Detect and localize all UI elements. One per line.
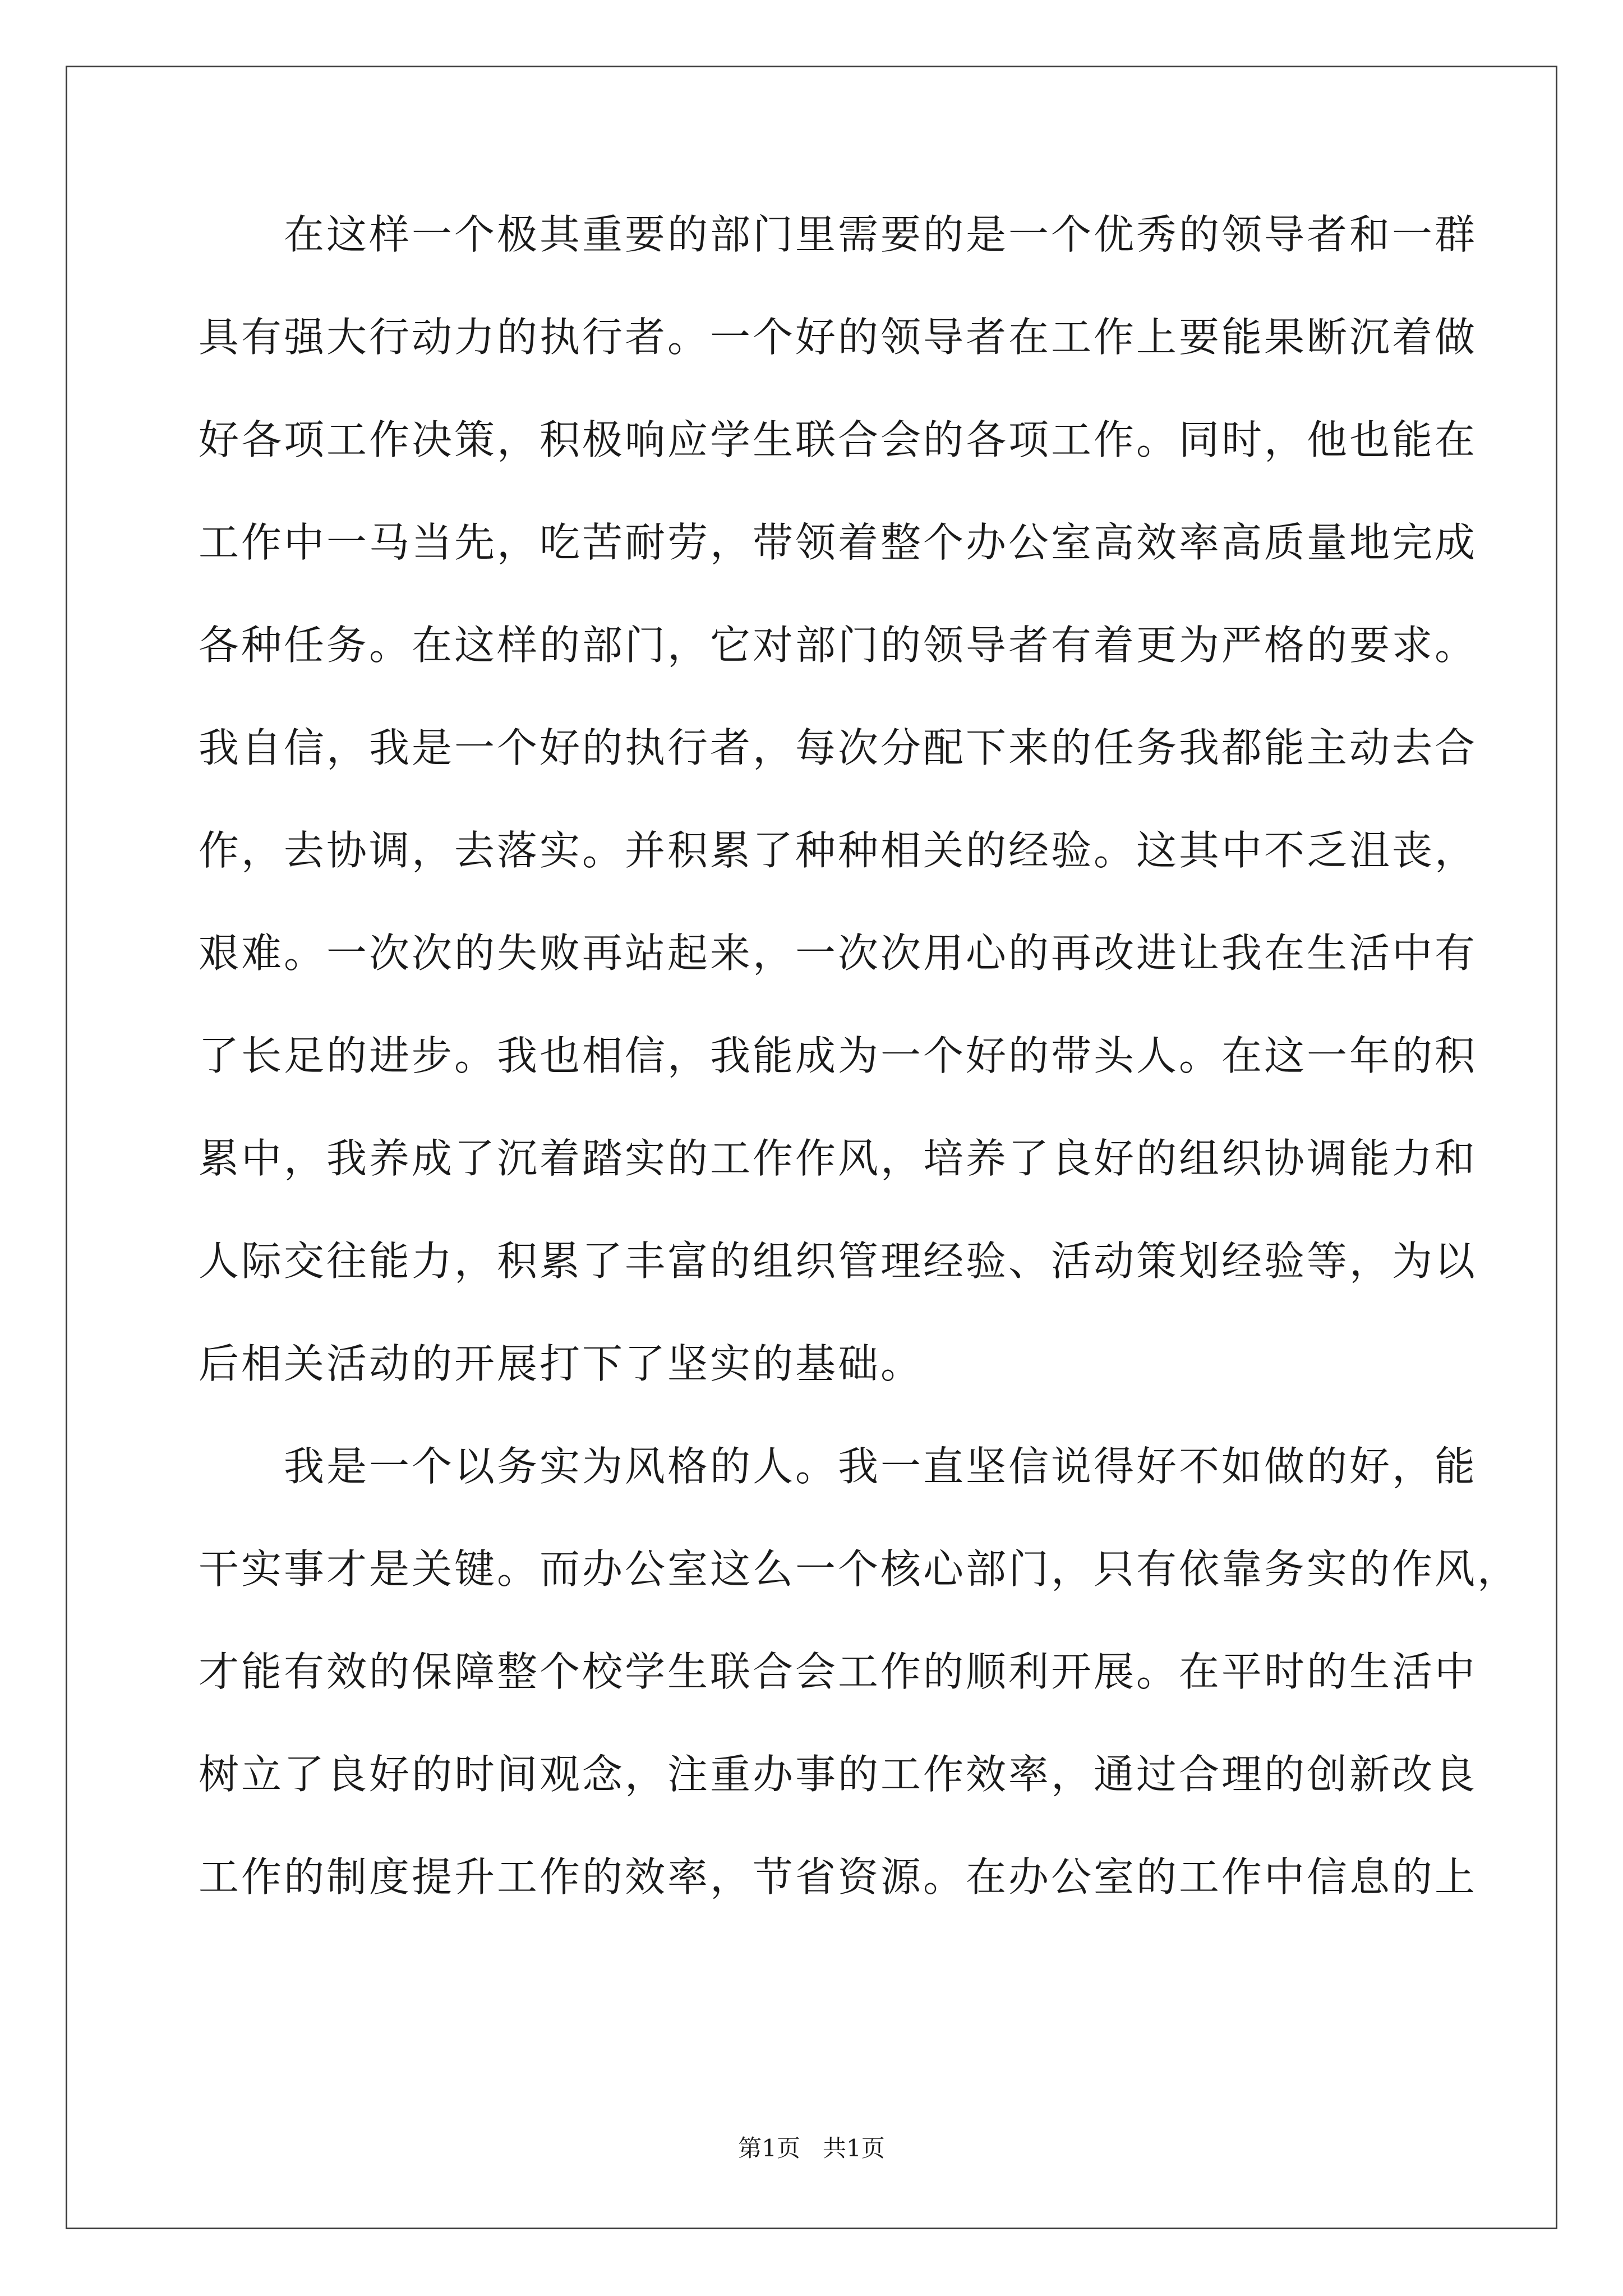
page-total: 共1页: [823, 2134, 885, 2162]
paragraph-line: 工作中一马当先，吃苦耐劳，带领着整个办公室高效率高质量地完成: [199, 519, 1478, 566]
paragraph-line: 我自信，我是一个好的执行者，每次分配下来的任务我都能主动去合: [199, 724, 1478, 771]
paragraph-line: 了长足的进步。我也相信，我能成为一个好的带头人。在这一年的积: [199, 1032, 1478, 1079]
page-footer: [0, 2130, 1623, 2164]
paragraph-line: 才能有效的保障整个校学生联合会工作的顺利开展。在平时的生活中: [199, 1648, 1478, 1695]
paragraph-line: 树立了良好的时间观念，注重办事的工作效率，通过合理的创新改良: [199, 1751, 1478, 1798]
paragraph-line: 艰难。一次次的失败再站起来，一次次用心的再改进让我在生活中有: [199, 930, 1478, 977]
paragraph-line: 后相关活动的开展打下了坚实的基础。: [199, 1340, 924, 1387]
paragraph-line: 在这样一个极其重要的部门里需要的是一个优秀的领导者和一群: [284, 211, 1478, 258]
paragraph-line: 累中，我养成了沉着踏实的工作作风，培养了良好的组织协调能力和: [199, 1135, 1478, 1182]
paragraph-line: 各种任务。在这样的部门，它对部门的领导者有着更为严格的要求。: [199, 622, 1478, 669]
paragraph-line: 我是一个以务实为风格的人。我一直坚信说得好不如做的好，能: [284, 1443, 1478, 1490]
paragraph-line: 具有强大行动力的执行者。一个好的领导者在工作上要能果断沉着做: [199, 314, 1478, 361]
paragraph-line: 作，去协调，去落实。并积累了种种相关的经验。这其中不乏沮丧，: [199, 827, 1478, 874]
page-number: 第1页: [738, 2134, 800, 2162]
paragraph-line: 工作的制度提升工作的效率，节省资源。在办公室的工作中信息的上: [199, 1853, 1478, 1901]
document-body: [199, 211, 1520, 1959]
paragraph-line: 干实事才是关键。而办公室这么一个核心部门，只有依靠务实的作风，: [199, 1545, 1520, 1593]
paragraph-line: 好各项工作决策，积极响应学生联合会的各项工作。同时，他也能在: [199, 416, 1478, 463]
paragraph-line: 人际交往能力，积累了丰富的组织管理经验、活动策划经验等，为以: [199, 1237, 1478, 1285]
